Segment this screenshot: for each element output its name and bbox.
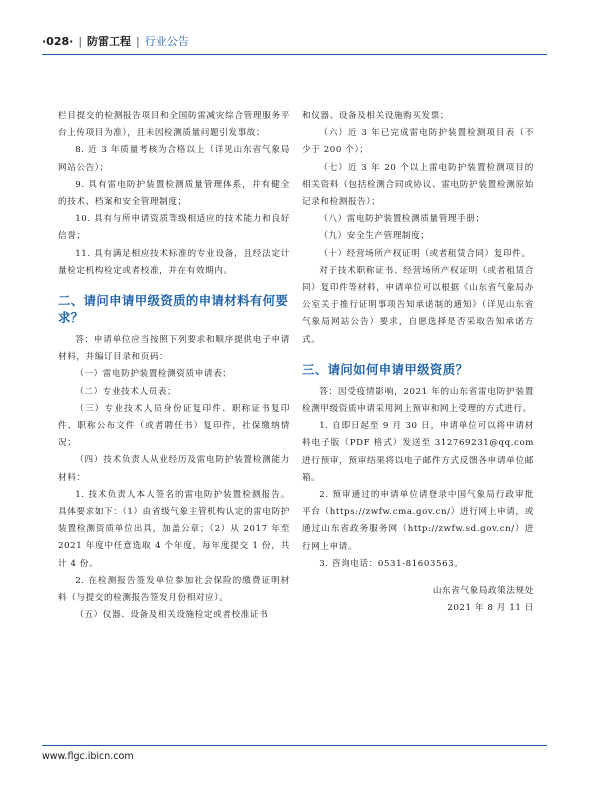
paragraph-continued: 栏目提交的检测报告项目和全国防雷减灾综合管理服务平台上传项目为准），且未因检测质量问题引发事故； xyxy=(58,111,290,139)
material-9: （九）安全生产管理制度； xyxy=(319,231,430,242)
requirement-8: 8. 近 3 年质量考核为合格以上（详见山东省气象局网站公告）； xyxy=(58,145,290,173)
signature-org: 山东省气象局政策法规处 xyxy=(432,586,534,597)
material-8: （八）雷电防护装置检测质量管理手册； xyxy=(319,214,485,225)
signature-date: 2021 年 8 月 11 日 xyxy=(447,603,534,614)
header-separator: | xyxy=(78,34,83,48)
step-2: 2. 预审通过的申请单位请登录中国气象局行政审批平台（https://zwfw.cma.gov.cn/）进行网上申请，或通过山东省政务服务网（http://zwfw.sd.gov.cn/）进行网上申请。 xyxy=(302,490,534,552)
answer-2: 答：申请单位应当按照下列要求和顺序提供电子申请材料，并编订目录和页码： xyxy=(58,335,290,363)
material-5: （五）仪器、设备及相关设施检定或者校准证书 xyxy=(75,610,269,621)
material-7: （七）近 3 年 20 个以上雷电防护装置检测项目的相关资料（包括检测合同或协议、雷电防护装置检测原始记录和检测报告）； xyxy=(302,162,534,208)
material-5-continued: 和仪器、设备及相关设施购买发票； xyxy=(302,111,450,121)
requirement-10: 10. 具有与所申请资质等级相适应的技术能力和良好信誉； xyxy=(58,214,290,242)
material-1: （一）雷电防护装置检测资质申请表； xyxy=(75,369,232,380)
step-1: 1. 自即日起至 9 月 30 日，申请单位可以将申请材料电子版（PDF 格式）发送至 312769231@qq.com 进行预审，预审结果将以电子邮件方式反馈各申请单位邮箱。 xyxy=(302,421,534,483)
requirement-11: 11. 具有满足相应技术标准的专业设备，且经法定计量检定机构检定或者校准，并在有效期内。 xyxy=(58,248,290,276)
section-heading-3: 三、请问如何申请甲级资质？ xyxy=(302,361,469,377)
material-6: （六）近 3 年已完成雷电防护装置检测项目表（不少于 200 个）； xyxy=(302,128,534,156)
requirement-9: 9. 具有雷电防护装置检测质量管理体系，并有健全的技术、档案和安全管理制度； xyxy=(58,179,290,208)
footer-url[interactable]: www.flgc.ibicn.com xyxy=(42,751,134,762)
header-separator-2: | xyxy=(136,34,140,48)
material-3: （三）专业技术人员身份证复印件、职称证书复印件、职称公布文件（或者聘任书）复印件，社保缴纳情况； xyxy=(58,403,290,449)
page-header xyxy=(42,33,189,49)
material-4-item-2: 2. 在检测报告签发单位参加社会保险的缴费证明材料（与提交的检测报告签发月份相对应）。 xyxy=(58,575,290,604)
left-column xyxy=(58,108,290,624)
magazine-title: 防雷工程 xyxy=(87,35,132,48)
material-4: （四）技术负责人从业经历及雷电防护装置检测能力材料： xyxy=(58,455,290,483)
right-column xyxy=(302,108,534,617)
step-3: 3. 咨询电话：0531-81603563。 xyxy=(319,558,464,569)
material-4-item-1: 1. 技术负责人本人签名的雷电防护装置检测报告。具体要求如下：（1）由省级气象主管机构认定的雷电防护装置检测资质单位出具，加盖公章；（2）从 2017 年至 2021 年度中任意选取 4 个年度，每年度提交 1 份，共计 4 份。 xyxy=(58,489,290,569)
material-2: （二）专业技术人员表； xyxy=(75,386,177,397)
promise-note: 对于技术职称证书、经营场所产权证明（或者租赁合同）复印件等材料，申请单位可以根据《山东省气象局办公室关于推行证明事项告知承诺制的通知》（详见山东省气象局网站公告）要求，自愿选择是否采取告知承诺方式。 xyxy=(302,265,534,345)
answer-3: 答：因受疫情影响，2021 年的山东省雷电防护装置检测甲级资质申请采用网上预审和网上受理的方式进行。 xyxy=(302,386,534,415)
section-heading-2: 二、请问申请甲级资质的申请材料有何要求？ xyxy=(58,293,289,326)
page-number: ·028· xyxy=(42,34,74,48)
header-rule xyxy=(42,54,547,55)
material-10: （十）经营场所产权证明（或者租赁合同）复印件。 xyxy=(319,248,531,259)
section-category: 行业公告 xyxy=(144,35,189,48)
footer-rule xyxy=(42,745,547,746)
